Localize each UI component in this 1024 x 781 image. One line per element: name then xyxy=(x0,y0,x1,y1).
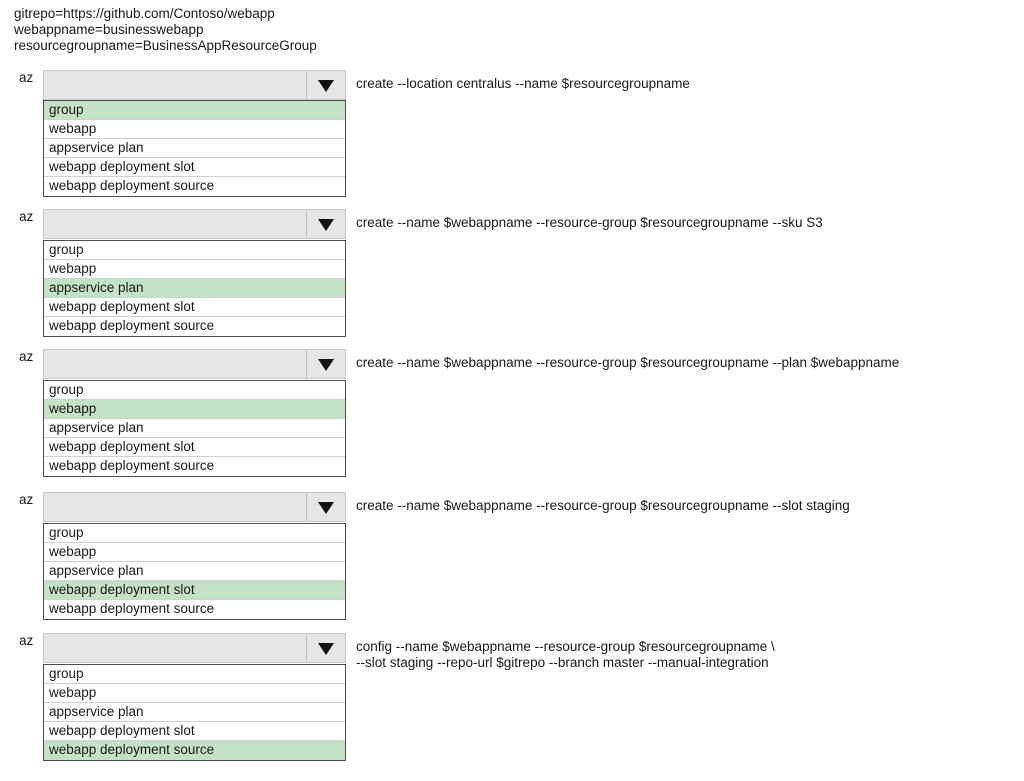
option-item[interactable]: webapp deployment slot xyxy=(44,581,345,600)
chevron-down-icon xyxy=(318,643,334,655)
option-item[interactable]: webapp xyxy=(44,684,345,703)
option-item[interactable]: webapp deployment source xyxy=(49,178,215,193)
option-item[interactable]: webapp deployment source xyxy=(49,601,215,616)
variable-line: webappname=businesswebapp xyxy=(14,22,204,37)
option-item[interactable]: webapp deployment slot xyxy=(44,158,345,177)
az-prefix: az xyxy=(19,209,34,224)
command-arguments xyxy=(356,355,899,371)
option-item[interactable]: group xyxy=(44,241,345,260)
az-prefix: az xyxy=(19,492,34,507)
command-dropdown[interactable] xyxy=(43,349,346,379)
option-item[interactable]: webapp deployment source xyxy=(49,458,215,473)
option-item[interactable]: group xyxy=(44,524,345,543)
chevron-down-icon xyxy=(318,219,334,231)
variable-definitions xyxy=(14,6,317,54)
az-prefix: az xyxy=(19,633,34,648)
option-item[interactable]: webapp deployment slot xyxy=(44,298,345,317)
command-line: create --name $webappname --resource-group $resourcegroupname --plan $webappname xyxy=(356,355,900,370)
options-list xyxy=(43,523,346,620)
command-line: create --name $webappname --resource-group $resourcegroupname --sku S3 xyxy=(356,215,823,230)
option-item[interactable]: appservice plan xyxy=(44,419,345,438)
option-item[interactable]: webapp xyxy=(44,543,345,562)
chevron-down-icon xyxy=(318,359,334,371)
command-line: create --name $webappname --resource-group $resourcegroupname --slot staging xyxy=(356,498,850,513)
option-item[interactable]: webapp deployment slot xyxy=(44,438,345,457)
chevron-down-icon xyxy=(318,80,334,92)
option-item[interactable]: group xyxy=(44,101,345,120)
dropdown-toggle[interactable] xyxy=(306,350,345,378)
az-prefix: az xyxy=(19,70,34,85)
command-line: config --name $webappname --resource-group $resourcegroupname \ xyxy=(356,639,775,654)
option-item[interactable]: appservice plan xyxy=(44,562,345,581)
command-arguments xyxy=(356,639,775,671)
option-item[interactable]: appservice plan xyxy=(44,139,345,158)
option-item[interactable]: webapp xyxy=(44,400,345,419)
command-dropdown[interactable] xyxy=(43,633,346,663)
option-item[interactable]: webapp deployment slot xyxy=(44,722,345,741)
options-list xyxy=(43,380,346,477)
command-arguments xyxy=(356,215,823,231)
option-item[interactable]: webapp deployment source xyxy=(44,741,345,760)
command-line: create --location centralus --name $resourcegroupname xyxy=(356,76,690,91)
option-item[interactable]: webapp xyxy=(44,120,345,139)
command-dropdown[interactable] xyxy=(43,492,346,522)
option-item[interactable]: group xyxy=(44,665,345,684)
dropdown-toggle[interactable] xyxy=(306,71,345,99)
dropdown-toggle[interactable] xyxy=(306,210,345,238)
variable-line: resourcegroupname=BusinessAppResourceGroup xyxy=(14,38,317,53)
dropdown-toggle[interactable] xyxy=(306,634,345,662)
option-item[interactable]: webapp deployment source xyxy=(49,318,215,333)
az-prefix: az xyxy=(19,349,34,364)
option-item[interactable]: group xyxy=(44,381,345,400)
option-item[interactable]: appservice plan xyxy=(44,279,345,298)
command-line: --slot staging --repo-url $gitrepo --branch master --manual-integration xyxy=(356,655,769,670)
dropdown-toggle[interactable] xyxy=(306,493,345,521)
options-list xyxy=(43,664,346,761)
options-list xyxy=(43,240,346,337)
option-item[interactable]: webapp xyxy=(44,260,345,279)
options-list xyxy=(43,100,346,197)
variable-line: gitrepo=https://github.com/Contoso/webapp xyxy=(14,6,275,21)
command-dropdown[interactable] xyxy=(43,70,346,100)
chevron-down-icon xyxy=(318,502,334,514)
command-arguments xyxy=(356,76,690,92)
command-arguments xyxy=(356,498,850,514)
option-item[interactable]: appservice plan xyxy=(44,703,345,722)
command-dropdown[interactable] xyxy=(43,209,346,239)
